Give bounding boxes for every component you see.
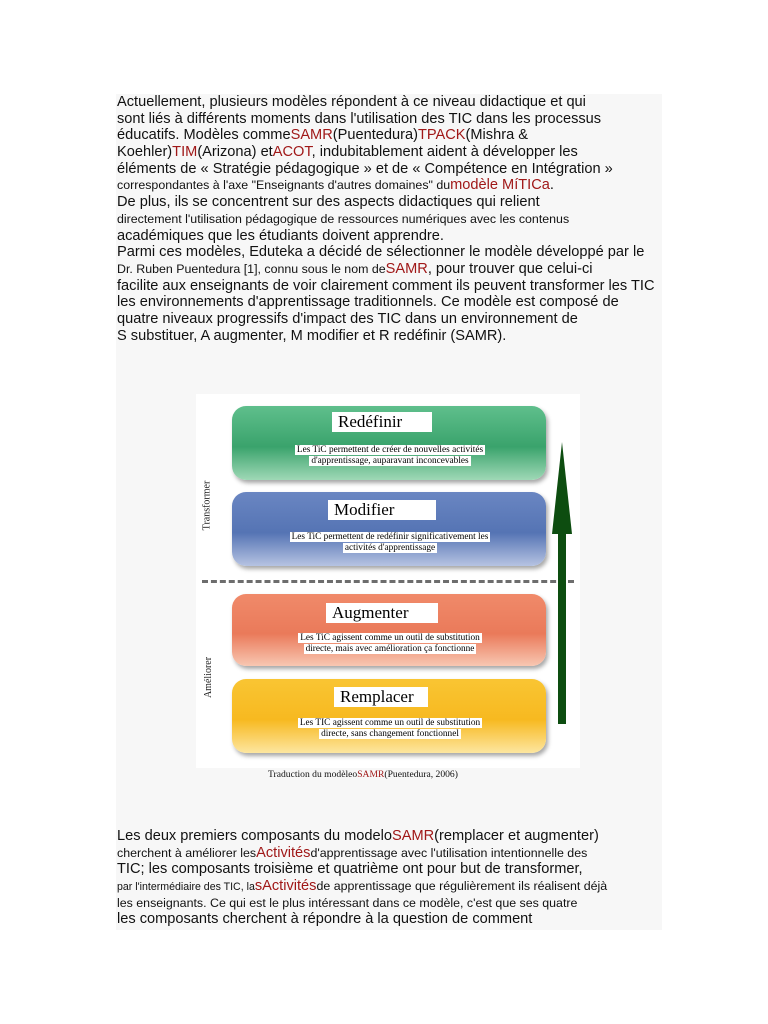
redefinir-title: Redéfinir	[332, 412, 432, 432]
text: (Arizona) et	[197, 144, 273, 161]
text: de apprentissage que régulièrement ils réalisent déjà	[316, 879, 608, 894]
augmenter-description	[272, 633, 508, 655]
ameliorer-label: Améliorer	[203, 656, 215, 699]
text: Traduction du modèleo	[268, 769, 358, 780]
text-line	[117, 878, 677, 895]
text-line: TIC; les composants troisième et quatrième ont pour but de transformer,	[117, 861, 583, 878]
text: Dr. Ruben Puentedura [1], connu sous le nom de	[117, 261, 386, 276]
outro-paragraph	[117, 828, 677, 928]
text-line: directement l'utilisation pédagogique de ressources numériques avec les contenus	[117, 211, 570, 226]
desc-line: d'apprentissage, auparavant inconcevables	[311, 456, 469, 466]
text-line: éléments de « Stratégie pédagogique » et de « Compétence en Intégration »	[117, 160, 613, 177]
tim-link[interactable]: TIM	[172, 144, 198, 161]
samr-link[interactable]: SAMR	[357, 769, 385, 780]
text-line: facilite aux enseignants de voir clairement comment ils peuvent transformer les TIC	[117, 277, 655, 294]
text-line: quatre niveaux progressifs d'impact des TIC dans un environnement de	[117, 310, 578, 327]
intro-paragraph	[117, 94, 677, 344]
text-line: S substituer, A augmenter, M modifier et R redéfinir (SAMR).	[117, 327, 507, 344]
text: correspondantes à l'axe "Enseignants d'autres domaines" du	[117, 178, 451, 193]
text: éducatifs. Modèles comme	[117, 127, 291, 144]
desc-line: Les TIC agissent comme un outil de substitution	[299, 718, 481, 728]
text: cherchent à améliorer les	[117, 845, 257, 860]
text: Koehler)	[117, 144, 173, 161]
text-line: les environnements d'apprentissage traditionnels. Ce modèle est composé de	[117, 294, 619, 311]
text: (Puentedura)	[332, 127, 418, 144]
remplacer-box	[232, 679, 546, 753]
augmenter-title: Augmenter	[326, 603, 438, 623]
desc-line: Les TiC agissent comme un outil de substitution	[300, 633, 480, 643]
augmenter-box	[232, 594, 546, 666]
desc-line: Les TiC permettent de redéfinir significativement les	[291, 532, 489, 542]
modifier-description	[272, 532, 508, 554]
redefinir-box	[232, 406, 546, 480]
divider-dashed-line	[202, 580, 574, 583]
mitica-link[interactable]: modèle MíTICa	[450, 177, 550, 194]
text-line: Parmi ces modèles, Eduteka a décidé de sélectionner le modèle développé par le	[117, 244, 645, 261]
remplacer-description	[272, 718, 508, 740]
samr-diagram	[196, 394, 580, 768]
desc-line: activités d'apprentissage	[344, 543, 436, 553]
text: (Puentedura, 2006)	[384, 769, 458, 780]
text-line: De plus, ils se concentrent sur des aspects didactiques qui relient	[117, 194, 540, 211]
diagram-caption	[268, 769, 458, 780]
text: d'apprentissage avec l'utilisation intentionnelle des	[310, 845, 588, 860]
modifier-box	[232, 492, 546, 566]
text: (Mishra &	[465, 127, 528, 144]
redefinir-description	[272, 445, 508, 467]
desc-line: directe, sans changement fonctionnel	[321, 729, 459, 739]
text: .	[549, 177, 554, 194]
samr-link[interactable]: SAMR	[392, 828, 435, 844]
transformer-label: Transformer	[201, 480, 213, 531]
text: (remplacer et augmenter)	[434, 828, 599, 844]
text: , indubitablement aident à développer les	[311, 144, 578, 161]
text-line: les enseignants. Ce qui est le plus intéressant dans ce modèle, c'est que ses quatre	[117, 895, 578, 910]
samr-link[interactable]: SAMR	[290, 127, 333, 144]
text: Les deux premiers composants du modelo	[117, 828, 392, 844]
text-line	[117, 828, 677, 845]
text-line	[117, 177, 677, 194]
activites-link[interactable]: Activités	[256, 844, 311, 861]
text-line: Actuellement, plusieurs modèles répondent à ce niveau didactique et qui	[117, 94, 586, 110]
text-line	[117, 261, 677, 278]
modifier-title: Modifier	[328, 500, 436, 520]
remplacer-title: Remplacer	[334, 687, 428, 707]
text-line: sont liés à différents moments dans l'utilisation des TIC dans les processus	[117, 110, 602, 127]
text-line	[117, 144, 677, 161]
text-line	[117, 845, 677, 862]
text: , pour trouver que celui-ci	[427, 260, 593, 277]
text-line: académiques que les étudiants doivent apprendre.	[117, 227, 444, 244]
up-arrow-icon	[552, 442, 572, 724]
tpack-link[interactable]: TPACK	[417, 127, 466, 144]
desc-line: Les TiC permettent de créer de nouvelles activités	[296, 445, 484, 455]
acot-link[interactable]: ACOT	[272, 144, 312, 161]
activites-link[interactable]: sActivités	[254, 878, 317, 895]
text: par l'intermédiaire des TIC, la	[117, 881, 255, 894]
desc-line: directe, mais avec amélioration ça fonctionne	[305, 644, 475, 654]
samr-link[interactable]: SAMR	[385, 260, 428, 277]
text-line	[117, 127, 677, 144]
text-line: les composants cherchent à répondre à la question de comment	[117, 911, 533, 928]
